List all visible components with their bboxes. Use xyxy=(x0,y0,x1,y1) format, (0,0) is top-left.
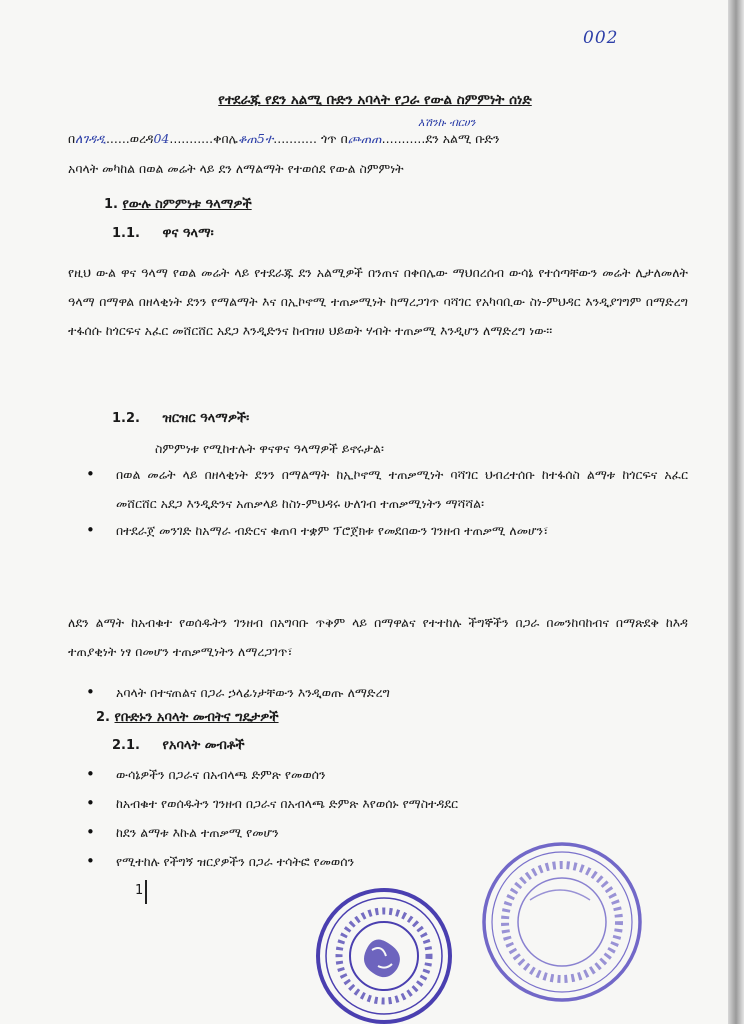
list-item: • አባላት በተናጠልና በጋራ ኃላፊነታቸውን እንዲወጡ ለማድረግ xyxy=(86,678,688,707)
footer-page-number: 1 xyxy=(135,883,144,898)
list-item: • ከአብቁተ የወሰዱትን ገንዘብ በጋራና በአብላጫ ድምጽ እየወሰኑ የማስተዳደር xyxy=(86,789,688,818)
section-2-number: 2. xyxy=(96,710,110,725)
subsection-1-2-intro: ስምምነቱ የሚከተሉት ዋናዋና ዓላማዎች ይኖሩታል፡ xyxy=(155,441,384,456)
subsection-1-2-number: 1.2. xyxy=(112,411,140,426)
section-1-title: የውሉ ስምምነቱ ዓላማዎች xyxy=(122,197,252,212)
official-stamp-right xyxy=(470,830,650,1010)
main-goal-paragraph: የዚህ ውል ዋና ዓላማ የወል መሬት ላይ የተደራጁ ደን አልሚዎች በንጠና በቀበሌው ማህበረሰብ ውሳኔ የተሰጣቸውን መሬት ሊታለመለት ዓላማ በማዋል በዘላቂነት ደንን የማልማት እና በኢኮኖሚ ተጠቃሚነት ከማረጋገጥ ባሻገር የአካባቢው ስነ-ምህዳር እንዲያገግም በማድረግ ተፋሰሱ ከጎርፍና አፈር መሸርሸር አደጋ እንዲድንና ከብዝሀ ህይወት ሃብት ተጠቃሚ እንዲሆን ለማድረግ ነው፡፡ xyxy=(68,265,688,338)
list-item: • ከደን ልማቱ እኩል ተጠቃሚ የመሆን xyxy=(86,818,688,847)
document-title: የተደራጁ የደን አልሚ ቡድን አባላት የጋራ የውል ስምምነት ሰነድ xyxy=(218,92,532,108)
kebele-field: ቆጠ5ተ xyxy=(237,131,274,146)
gott-field: ጮጠጠ xyxy=(347,131,382,146)
intro-suffix: ...........ደን አልሚ ቡድን xyxy=(381,131,500,146)
gott-label: ........... ጎጥ በ xyxy=(273,131,348,146)
subsection-1-2 xyxy=(112,411,249,426)
handwritten-page-number: 002 xyxy=(583,28,619,48)
subsection-2-1-title: የአባላት መብቶች xyxy=(162,738,245,753)
kebele-label: ...........ቀበሌ xyxy=(169,131,238,146)
page-edge xyxy=(728,0,744,1024)
subsection-1-1-number: 1.1. xyxy=(112,226,140,241)
list-item: • የሚተከሉ የችግኝ ዝርያዎችን በጋራ ተሳትፎ የመወሰን xyxy=(86,847,688,876)
subsection-2-1 xyxy=(112,738,245,753)
intro-line-2: አባላት መካከል በወል መሬት ላይ ደን ለማልማት የተወሰደ የውል ስምምነት xyxy=(68,161,404,176)
intro-prefix: በ xyxy=(68,131,76,146)
list-item: • በተደራጀ መንገድ ከአማራ ብድርና ቁጠባ ተቋም ፕሮጀክቱ የመደበውን ገንዘብ ተጠቃሚ ለመሆን፣ xyxy=(86,516,688,545)
handwritten-note: እሽንኩ ብርሀን xyxy=(418,116,476,129)
extra-bullet-list xyxy=(86,678,688,707)
subsection-2-1-number: 2.1. xyxy=(112,738,140,753)
section-1-number: 1. xyxy=(104,197,118,212)
closing-paragraph: ለደን ልማት ከአብቁተ የወሰዱትን ገንዘብ በአግባቡ ጥቅም ላይ በማዋልና የተተከሉ ችግኞችን በጋራ በመንከባከብና በማጽደቅ ከእዳ ተጠያቂነት ነፃ በመሆን ተጠቃሚነትን ለማረጋገጥ፣ xyxy=(68,615,688,659)
section-2-heading xyxy=(96,710,279,725)
list-item: • በወል መሬት ላይ በዘላቂነት ደንን በማልማት ከኢኮኖሚ ተጠቃሚነት ባሻገር ህብረተሰቡ ከተፋሰስ ልማቱ ከጎርፍና አፈር መሸርሸር አደጋ እንዲድንና አጠቃላይ ከስነ-ምህዳሩ ሁለገብ ተጠቃሚነትን ማሻሻል፡ xyxy=(86,460,688,518)
woreda-label: ......ወረዳ xyxy=(105,131,154,146)
list-item: • ውሳኔዎችን በጋራና በአብላጫ ድምጽ የመወሰን xyxy=(86,760,688,789)
subsection-1-1-title: ዋና ዓላማ፡ xyxy=(162,226,214,241)
subsection-1-2-title: ዝርዝር ዓላማዎች፡ xyxy=(162,411,250,426)
woreda-field: 04 xyxy=(153,131,170,146)
page-mark xyxy=(145,880,147,904)
intro-line-1 xyxy=(68,131,500,147)
official-stamp-left xyxy=(310,878,460,1024)
section-1-heading xyxy=(104,197,252,212)
specific-goals-list xyxy=(86,460,688,545)
region-field: ለገዳዲ xyxy=(75,131,106,146)
section-2-title: የቡድኑን አባላት መብትና ግዴታዎች xyxy=(114,710,279,725)
subsection-1-1 xyxy=(112,226,214,241)
